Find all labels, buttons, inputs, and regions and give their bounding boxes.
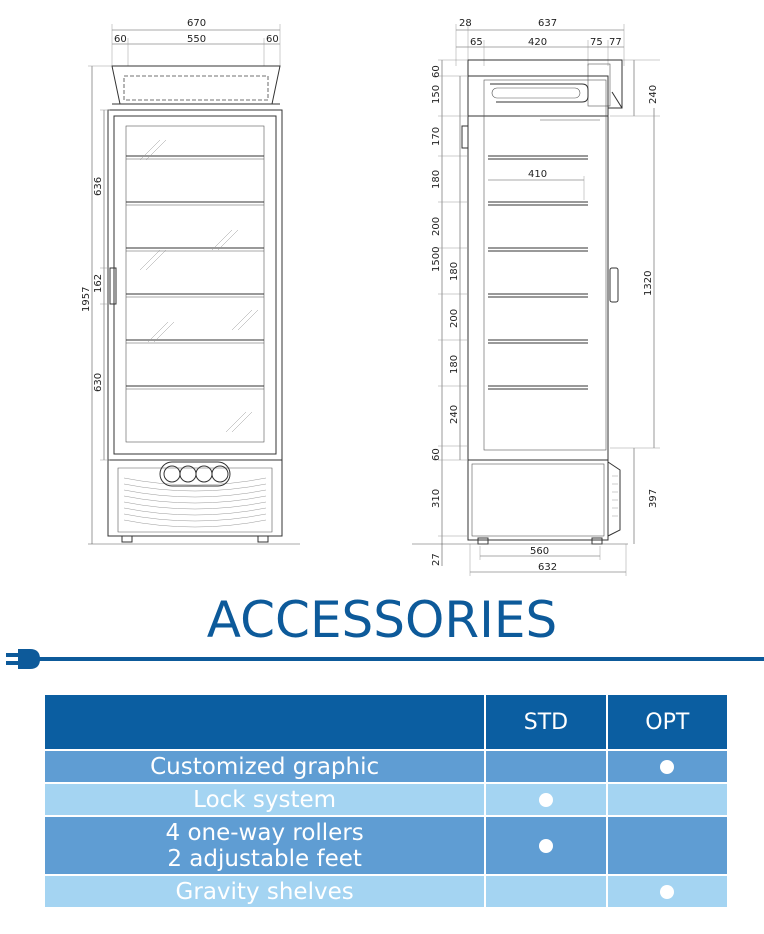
feature-gravity-shelves: Gravity shelves — [45, 876, 484, 907]
dim-side-total-depth: 637 — [538, 18, 558, 29]
side-view — [412, 18, 660, 576]
table-header-row — [45, 695, 727, 749]
included-dot-icon — [539, 839, 553, 853]
dim-front-side-left: 60 — [114, 34, 127, 45]
dim-side-door-height: 1320 — [643, 270, 654, 296]
dim-side-footprint-inner: 560 — [530, 546, 550, 557]
opt-cell — [608, 817, 727, 874]
opt-cell — [608, 784, 727, 815]
dim-front-inner-width: 550 — [187, 34, 207, 45]
dim-side-footprint-outer: 632 — [538, 562, 558, 573]
header-feature — [45, 695, 484, 749]
included-dot-icon — [539, 793, 553, 807]
dim-front-lower-zone: 630 — [93, 372, 104, 392]
dim-side-door-b: 77 — [609, 37, 622, 48]
front-view — [81, 18, 300, 544]
table-row — [45, 876, 727, 907]
dim-side-shelf-pitch-6: 200 — [449, 308, 460, 328]
front-grille — [124, 478, 266, 527]
dim-side-base-top: 60 — [431, 448, 442, 461]
dim-side-top-offset: 28 — [459, 18, 472, 29]
opt-cell — [608, 751, 727, 782]
feature-rollers-feet — [45, 817, 484, 874]
included-dot-icon — [660, 760, 674, 774]
std-cell — [486, 751, 605, 782]
dim-side-back-gap: 65 — [470, 37, 483, 48]
table-row — [45, 751, 727, 782]
std-cell — [486, 784, 605, 815]
dim-side-canopy-depth: 240 — [648, 84, 659, 104]
dim-side-canopy-h: 60 — [431, 65, 442, 78]
dim-side-base-total: 397 — [648, 488, 659, 508]
dim-side-base-height: 310 — [431, 488, 442, 508]
dim-side-shelf-depth: 410 — [528, 169, 548, 180]
table-row — [45, 817, 727, 874]
dim-side-door-a: 75 — [590, 37, 603, 48]
feature-feet-line: 2 adjustable feet — [167, 845, 362, 872]
std-cell — [486, 876, 605, 907]
table-row — [45, 784, 727, 815]
feature-lock-system: Lock system — [45, 784, 484, 815]
dim-side-shelf-pitch-1: 150 — [431, 84, 442, 104]
dim-front-upper-zone: 636 — [93, 176, 104, 196]
dim-side-inner-depth: 420 — [528, 37, 548, 48]
dim-side-shelf-pitch-8: 240 — [449, 404, 460, 424]
opt-cell — [608, 876, 727, 907]
dim-side-shelf-pitch-7: 180 — [449, 354, 460, 374]
included-dot-icon — [660, 885, 674, 899]
dim-side-shelf-pitch-4: 200 — [431, 216, 442, 236]
dim-side-interior-height: 1500 — [431, 246, 442, 272]
accessories-table — [43, 693, 729, 909]
dim-side-feet-height: 27 — [431, 553, 442, 566]
section-title: ACCESSORIES — [206, 591, 558, 649]
header-std: STD — [486, 695, 605, 749]
header-opt: OPT — [608, 695, 727, 749]
section-divider — [44, 657, 764, 661]
std-cell — [486, 817, 605, 874]
dim-side-shelf-pitch-2: 170 — [431, 126, 442, 146]
feature-rollers-line: 4 one-way rollers — [165, 819, 364, 846]
feature-customized-graphic: Customized graphic — [45, 751, 484, 782]
dim-side-shelf-pitch-3: 180 — [431, 169, 442, 189]
dim-side-shelf-pitch-5: 180 — [449, 261, 460, 281]
dim-front-total-height: 1957 — [81, 286, 92, 312]
dim-front-side-right: 60 — [266, 34, 279, 45]
dim-front-handle-zone: 162 — [93, 273, 104, 293]
dim-front-total-width: 670 — [187, 18, 207, 29]
